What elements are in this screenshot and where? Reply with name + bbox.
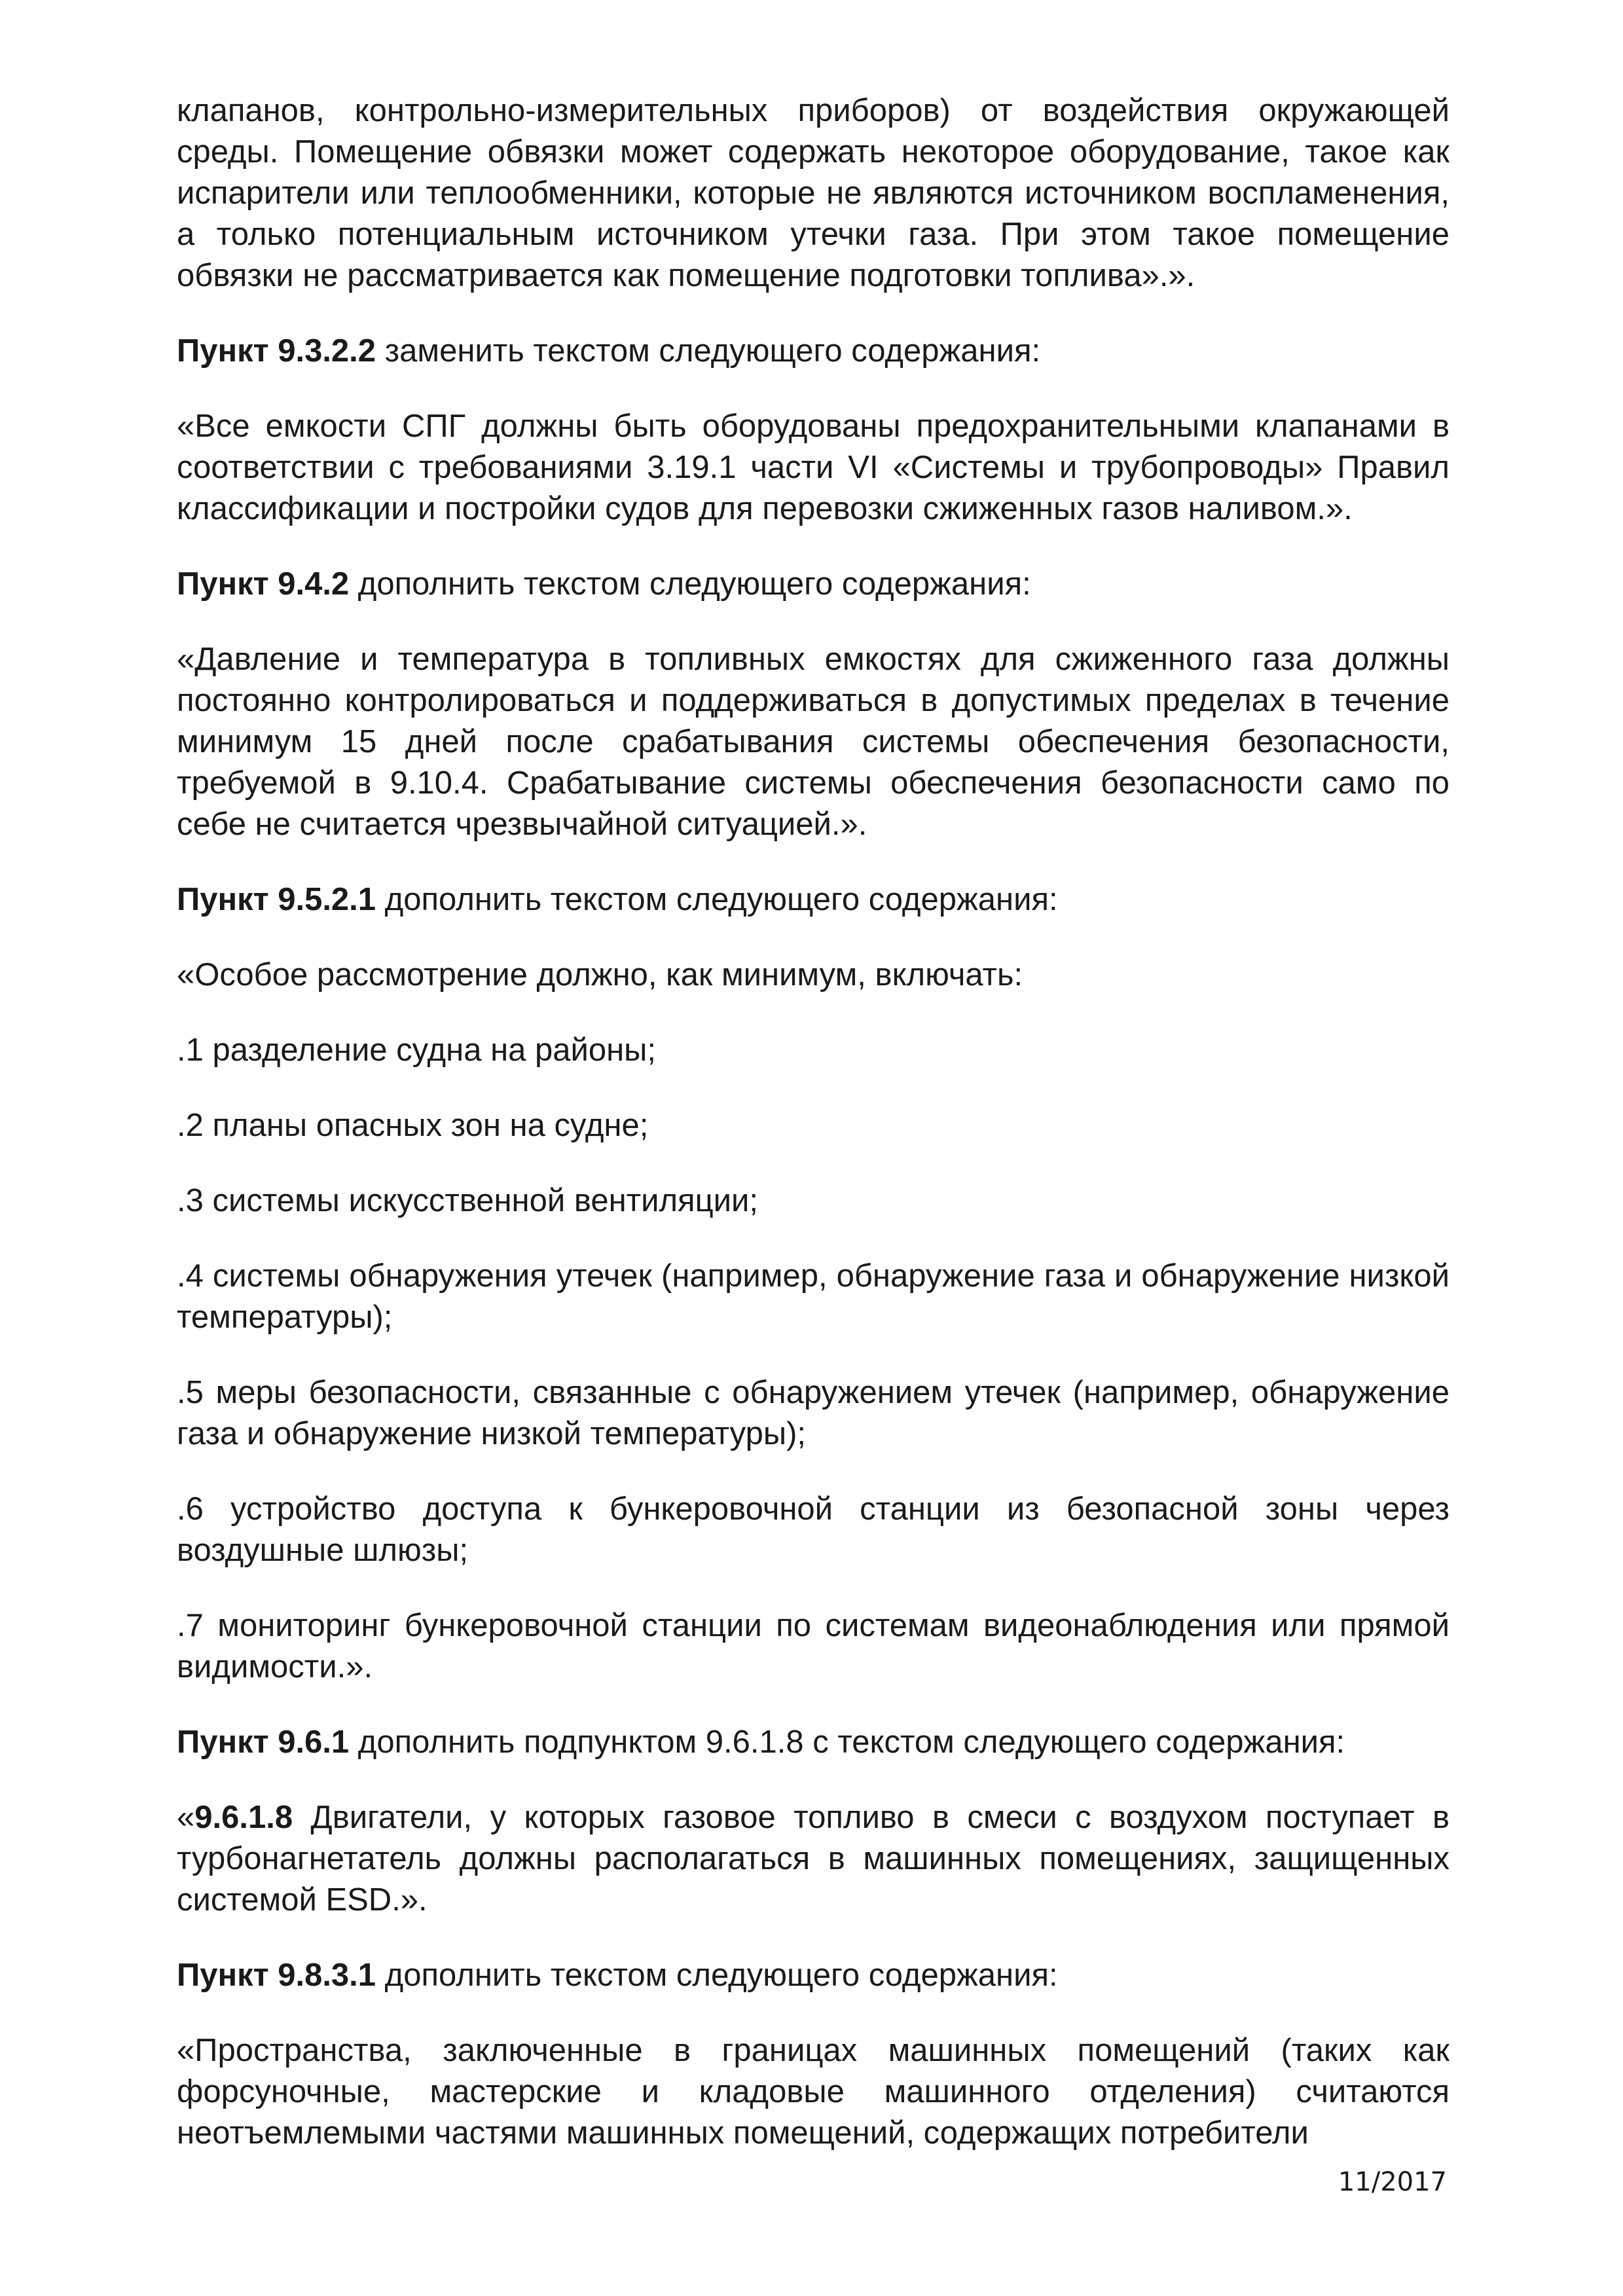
paragraph xyxy=(177,1489,1450,1571)
paragraph xyxy=(177,1030,1450,1071)
paragraph-text: .2 планы опасных зон на судне; xyxy=(177,1108,649,1143)
paragraph xyxy=(177,1722,1450,1763)
paragraph-text: « xyxy=(177,1800,195,1835)
paragraph-text: «Особое рассмотрение должно, как минимум, включать: xyxy=(177,957,1023,993)
paragraph xyxy=(177,331,1450,372)
paragraph-text: дополнить текстом следующего содержания: xyxy=(349,566,1031,602)
paragraph-text: дополнить текстом следующего содержания: xyxy=(376,882,1058,917)
document-body xyxy=(177,90,1450,2188)
paragraph xyxy=(177,1105,1450,1146)
paragraph-text: .1 разделение судна на районы; xyxy=(177,1032,657,1068)
paragraph-heading-ref: Пункт 9.6.1 xyxy=(177,1724,350,1760)
paragraph-text: Двигатели, у которых газовое топливо в смеси с воздухом поступает в турбонагнетатель должны располагаться в машинных помещениях, защищенных системой ESD.». xyxy=(177,1800,1450,1918)
paragraph xyxy=(177,1605,1450,1688)
paragraph xyxy=(177,2030,1450,2154)
paragraph-text: «Пространства, заключенные в границах машинных помещений (таких как форсуночные, мастерские и кладовые машинного отделения) считаются неотъемлемыми частями машинных помещений, содержащих потребители xyxy=(177,2033,1450,2151)
paragraph-text: .7 мониторинг бункеровочной станции по системам видеонаблюдения или прямой видимости.». xyxy=(177,1608,1450,1685)
paragraph-text: клапанов, контрольно-измерительных приборов) от воздействия окружающей среды. Помещение обвязки может содержать некоторое оборудование, такое как испарители или теплообменники, которые не являются источником воспламенения, а только потенциальным источником утечки газа. При этом такое помещение обвязки не рассматривается как помещение подготовки топлива».». xyxy=(177,93,1450,293)
paragraph xyxy=(177,1372,1450,1455)
paragraph xyxy=(177,90,1450,297)
paragraph-text: .5 меры безопасности, связанные с обнаружением утечек (например, обнаружение газа и обнаружение низкой температуры); xyxy=(177,1375,1450,1451)
paragraph-heading-ref: Пункт 9.3.2.2 xyxy=(177,333,376,369)
paragraph xyxy=(177,879,1450,920)
paragraph xyxy=(177,955,1450,996)
paragraph-text: дополнить текстом следующего содержания: xyxy=(376,1958,1058,1993)
paragraph-heading-ref: 9.6.1.8 xyxy=(194,1800,293,1835)
paragraph-text: дополнить подпунктом 9.6.1.8 с текстом следующего содержания: xyxy=(349,1724,1345,1760)
paragraph xyxy=(177,1955,1450,1996)
paragraph xyxy=(177,406,1450,530)
paragraph xyxy=(177,564,1450,605)
paragraph xyxy=(177,1256,1450,1338)
paragraph xyxy=(177,1797,1450,1921)
page-number: 11/2017 xyxy=(1338,2167,1447,2197)
paragraph-text: .3 системы искусственной вентиляции; xyxy=(177,1183,759,1218)
paragraph-text: заменить текстом следующего содержания: xyxy=(376,333,1041,369)
paragraph-text: .6 устройство доступа к бункеровочной станции из безопасной зоны через воздушные шлюзы; xyxy=(177,1491,1450,1568)
paragraph-text: «Все емкости СПГ должны быть оборудованы предохранительными клапанами в соответствии с требованиями 3.19.1 части VI «Системы и трубопроводы» Правил классификации и постройки судов для перевозки сжиженных газов наливом.». xyxy=(177,409,1450,526)
paragraph-heading-ref: Пункт 9.8.3.1 xyxy=(177,1958,376,1993)
paragraph-text: «Давление и температура в топливных емкостях для сжиженного газа должны постоянно контролироваться и поддерживаться в допустимых пределах в течение минимум 15 дней после срабатывания системы обеспечения безопасности, требуемой в 9.10.4. Срабатывание системы обеспечения безопасности само по себе не считается чрезвычайной ситуацией.». xyxy=(177,642,1450,842)
paragraph xyxy=(177,639,1450,845)
paragraph-heading-ref: Пункт 9.4.2 xyxy=(177,566,350,602)
paragraph-heading-ref: Пункт 9.5.2.1 xyxy=(177,882,376,917)
paragraph xyxy=(177,1180,1450,1222)
paragraph-text: .4 системы обнаружения утечек (например, обнаружение газа и обнаружение низкой температуры); xyxy=(177,1258,1450,1335)
